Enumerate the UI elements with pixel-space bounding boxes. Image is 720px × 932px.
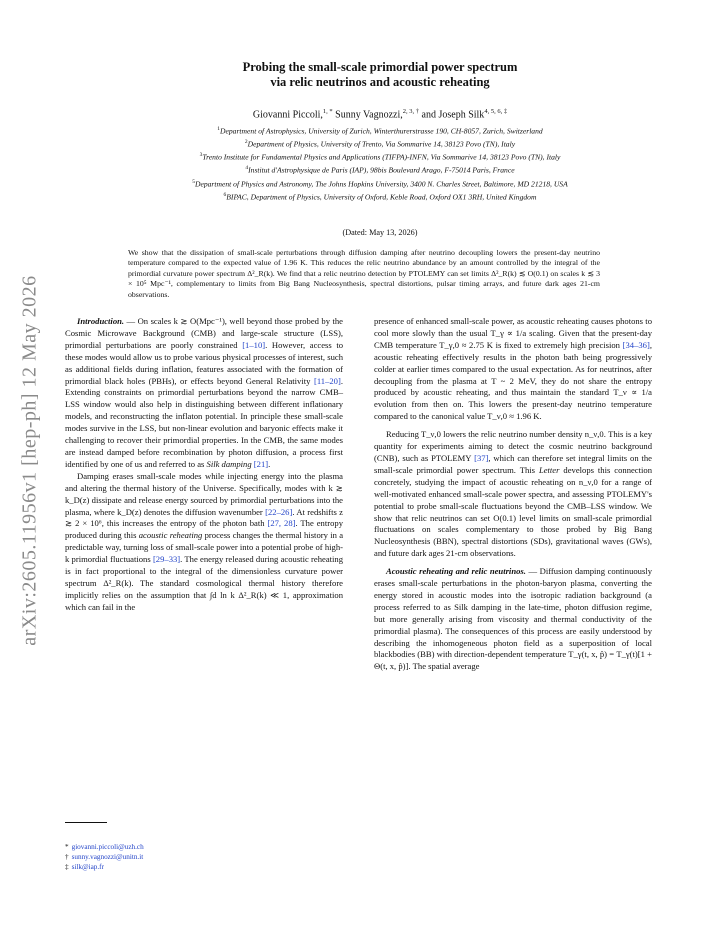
author-conjunction: and [421,109,436,121]
author-vagnozzi: Sunny Vagnozzi, [335,109,403,121]
author-piccoli: Giovanni Piccoli, [252,109,323,121]
affiliation: $^2$Department of Physics, University of Trento, Via Sommarive 14, 38123 Povo (TN), Italy [244,139,516,149]
paragraph: presence of enhanced small-scale power, as acoustic reheating causes photons to cool more slowly than the usual T_γ ∝ 1/a scaling. Given that the present-day CMB temperature T_γ,0 ≈ 2.75 K is fixed to extremely high precision [34–36], acoustic reheating effectively results in the photon bath being progressively colder at earlier times compared to the usual expectation. As for neutrinos, after decoupling from the plasma at T ~ 2 MeV, they do not share the entropy produced by acoustic reheating, and thus maintain the standard T_ν ∝ 1/a evolution from then on. This lowers the present-day neutrino temperature compared to the canonical value T_ν,0 ≈ 1.96 K. [374,316,652,422]
title-line-1: Probing the small-scale primordial power spectrum [242,60,518,74]
arxiv-identifier-text: arXiv:2605.11956v1 [hep-ph] 12 May 2026 [18,274,41,646]
footnote: ‡ silk@iap.fr [65,863,104,871]
affiliation: $^1$Department of Astrophysics, University of Zurich, Winterthurerstrasse 190, CH-8057, Zurich, Switzerland [217,126,543,136]
email-link[interactable]: silk@iap.fr [71,863,104,871]
footnotes [65,842,343,872]
citation-link[interactable]: [22–26] [265,506,293,517]
abstract: We show that the dissipation of small-scale perturbations through diffusion damping after neutrino decoupling lowers the present-day neutrino temperature compared to the expected value of 1.96 K. This reduces the relic neutrino abundance by an amount controlled by the integral of the primordial curvature power spectrum Δ²_R(k). We find that a relic neutrino detection by PTOLEMY can set limits Δ²_R(k) ≲ O(0.1) on scales k ≲ 3 × 10⁵ Mpc⁻¹, complementary to limits from Big Bang Nucleosynthesis, spectral distortions, pulsar timing arrays, and future dark ages 21-cm observations. [128,248,600,299]
author-list [60,108,700,120]
email-link[interactable]: giovanni.piccoli@uzh.ch [71,843,144,851]
citation-link[interactable]: [34–36] [622,339,650,350]
section-heading-acoustic-reheating: Acoustic reheating and relic neutrinos. [386,566,526,577]
right-column [374,316,652,673]
footnote: * giovanni.piccoli@uzh.ch [65,843,144,851]
email-link[interactable]: sunny.vagnozzi@unitn.it [71,853,144,861]
affiliation: $^3$Trento Institute for Fundamental Physics and Applications (TIFPA)-INFN, Via Sommarive 14, 38123 Povo (TN), Italy [199,152,561,162]
citation-link[interactable]: [21] [253,458,269,469]
author-vagnozzi-affil: 2, 3, † [402,108,420,115]
author-silk-affil: 4, 5, 6, ‡ [484,108,508,115]
citation-link[interactable]: [37] [474,452,489,463]
author-piccoli-affil: 1, * [322,108,333,115]
paragraph: Damping erases small-scale modes while injecting energy into the plasma and altering the thermal history of the Universe. Specifically, modes with k ≳ k_D(z) dissipate and release energy sourced by primordial perturbations into the plasma, where k_D(z) denotes the diffusion wavenumber [22–26]. At redshifts z ≳ 2 × 10⁶, this increases the entropy of the photon bath [27, 28]. The entropy produced during this acoustic reheating process changes the thermal history in a predictable way, turning loss of small-scale power into a potential probe of high-k primordial fluctuations [29–33]. The energy released during acoustic reheating is in fact proportional to the integral of the dimensionless curvature power spectrum Δ²_R(k). The standard cosmological thermal history therefore implicitly relies on the assumption that ∫d ln k Δ²_R(k) ≪ 1, approximation which can fail in the [65,470,344,612]
author-silk: Joseph Silk [438,109,485,121]
dated-line: (Dated: May 13, 2026) [342,228,418,237]
title-line-2: via relic neutrinos and acoustic reheating [270,75,490,89]
affiliation: $^4$Institut d'Astrophysique de Paris (IAP), 98bis Boulevard Arago, F-75014 Paris, France [245,165,515,175]
affiliation: $^5$Department of Physics and Astronomy, The Johns Hopkins University, 3400 N. Charles Street, Baltimore, MD 21218, USA [192,178,568,189]
paper-title [60,60,700,90]
footnote: † sunny.vagnozzi@unitn.it [65,853,144,861]
paragraph: Acoustic reheating and relic neutrinos. — Diffusion damping continuously erases small-scale perturbations in the photon-baryon plasma, converting the energy stored in acoustic modes into the isotropic radiation background (a process referred to as Silk damping in the late-time, photon diffusion regime, but more generally arising from viscosity and thermal conductivity of the primordial plasma). The consequences of this process are easily understood by describing the inhomogeneous photon field as a superposition of local blackbodies (BB) with direction-dependent temperature T_γ(t, x, p̂) = T_γ(t)[1 + Θ(t, x, p̂)]. The spatial average [374,566,652,672]
citation-link[interactable]: [11–20] [313,375,341,386]
left-column [65,316,343,614]
paragraph: Reducing T_ν,0 lowers the relic neutrino number density n_ν,0. This is a key quantity for experiments aiming to detect the cosmic neutrino background (CNB), such as PTOLEMY [37], which can therefore set integral limits on the small-scale primordial power spectrum. This Letter develops this connection concretely, studying the impact of acoustic reheating on n_ν,0 for a range of well-motivated enhanced small-scale power spectra, and assessing PTOLEMY's potential to probe small-scale fluctuations beyond the CMB–LSS window. We show that relic neutrinos can set O(0.1) level limits on small-scale primordial fluctuations on scales complementary to those probed by Big Bang Nucleosynthesis (BBN), spectral distortions (SDs), gravitational waves (GWs), and future dark ages 21-cm observations. [374,429,652,559]
citation-link[interactable]: [1–10] [242,339,266,350]
footnote-divider [65,822,107,823]
affiliation: $^6$BIPAC, Department of Physics, University of Oxford, Keble Road, Oxford OX1 3RH, United Kingdom [223,191,537,202]
affiliation-list [60,124,700,203]
section-heading-introduction: Introduction. [77,316,125,326]
citation-link[interactable]: [29–33] [152,554,181,565]
citation-link[interactable]: [27, 28] [267,518,296,529]
arxiv-identifier-stamp [12,250,48,670]
paragraph: Introduction. — On scales k ≳ O(Mpc⁻¹), well beyond those probed by the Cosmic Microwave Background (CMB) and large-scale structure (LSS), primordial perturbations are poorly constrained [1–10]. However, access to these modes would allow us to probe various physical processes of interest, such as additional fields during inflation, features associated with the formation of primordial black holes (PBHs), or effects beyond General Relativity [11–20]. Extending constraints on primordial perturbations beyond the narrow CMB–LSS window would also help in distinguishing between different inflationary models, and reconstructing the inflaton potential. In principle these small-scale modes survive in the LSS, but non-linear evolution and baryonic effects make it challenging to recover their primordial properties. In the CMB, the same modes are instead damped before recombination by photon diffusion, a process first identified by one of us and referred to as Silk damping [21]. [65,316,343,469]
